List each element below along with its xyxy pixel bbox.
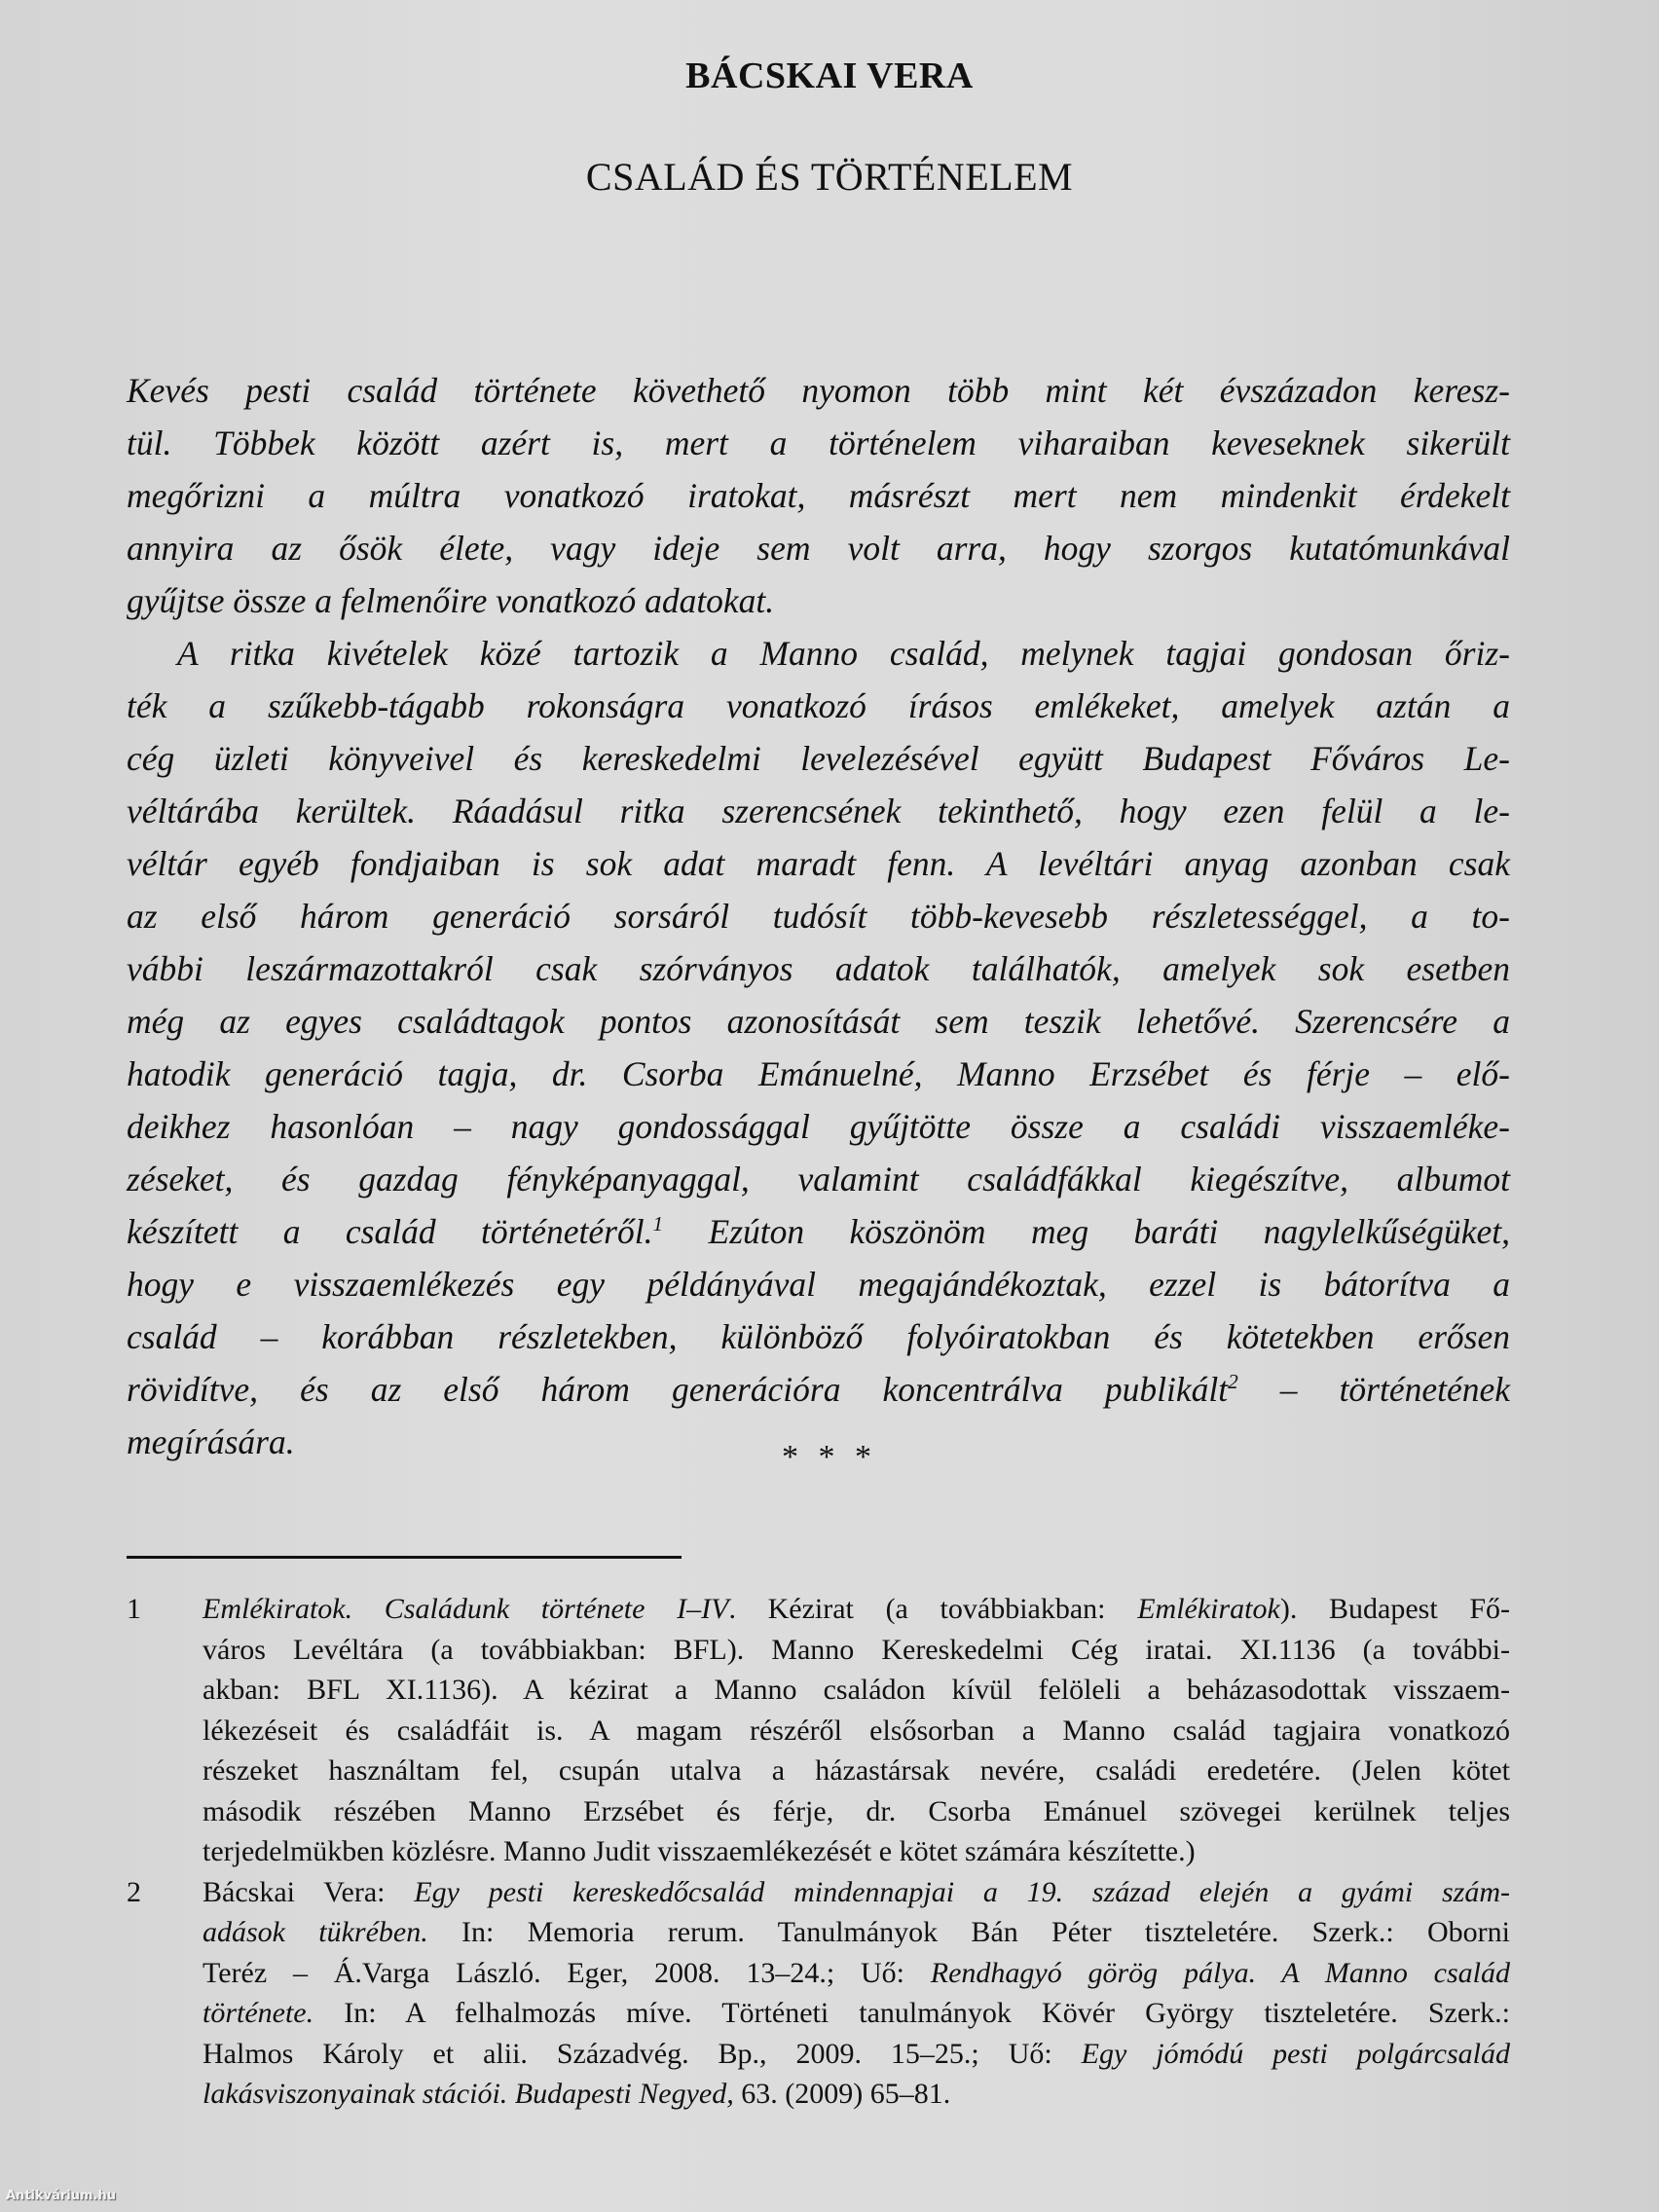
- text-segment: – történetének: [1237, 1370, 1511, 1409]
- paragraph-1: [127, 364, 1510, 627]
- text-line: részeket használtam fel, csupán utalva a házastársak nevére, családi eredetére. (Jelen kötet: [203, 1754, 1510, 1787]
- text-line: akban: BFL XI.1136). A kézirat a Manno családon kívül felöleli a beházasodottak visszaem-: [203, 1674, 1510, 1706]
- text-line: A ritka kivételek közé tartozik a Manno család, melynek tagjai gondosan őriz-: [177, 634, 1510, 673]
- footnote-2: [127, 1872, 1510, 2115]
- text-line: terjedelmükben közlésre. Manno Judit visszaemlékezését e kötet számára készítette.): [203, 1835, 1196, 1867]
- text-segment: Emlékiratok: [1137, 1593, 1280, 1625]
- text-line: hatodik generáció tagja, dr. Csorba Emánuelné, Manno Erzsébet és férje – elő-: [127, 1054, 1510, 1093]
- text-segment: Egy pesti kereskedőcsalád mindennapjai a 19. század elején a gyámi szám-: [414, 1875, 1510, 1908]
- text-line: [127, 1205, 1510, 1258]
- text-line: város Levéltára (a továbbiakban: BFL). Manno Kereskedelmi Cég iratai. XI.1136 (a további-: [203, 1633, 1510, 1666]
- text-line: lékezéseit és családfáit is. A magam részéről elsősorban a Manno család tagjaira vonatkozó: [203, 1714, 1510, 1747]
- text-line: hogy e visszaemlékezés egy példányával megajándékoztak, ezzel is bátorítva a: [127, 1265, 1510, 1304]
- text-segment: Teréz – Á.Varga László. Eger, 2008. 13–24.; Uő:: [203, 1956, 931, 1989]
- text-line: megőrizni a múltra vonatkozó iratokat, másrészt mert nem mindenkit érdekelt: [127, 476, 1510, 515]
- watermark-logo: Antikvárium.hu: [6, 2189, 116, 2203]
- footnote-number: 2: [127, 1875, 141, 1908]
- text-line: [203, 1993, 1510, 2034]
- text-line: Kevés pesti család története követhető nyomon több mint két évszázadon keresz-: [127, 371, 1510, 410]
- text-segment: adások tükrében.: [203, 1916, 428, 1948]
- text-line: még az egyes családtagok pontos azonosítását sem teszik lehetővé. Szerencsére a: [127, 1002, 1510, 1041]
- text-line: [127, 1363, 1510, 1416]
- text-line: cég üzleti könyveivel és kereskedelmi levelezésével együtt Budapest Főváros Le-: [127, 739, 1510, 778]
- text-segment: készített a család történetéről.: [127, 1212, 653, 1251]
- text-segment: Emlékiratok. Családunk története I–IV: [203, 1593, 729, 1625]
- text-segment: Bácskai Vera:: [203, 1875, 415, 1908]
- footnote-ref-1[interactable]: 1: [652, 1212, 664, 1236]
- text-line: megírására.: [127, 1422, 295, 1461]
- text-line: második részében Manno Erzsébet és férje, dr. Csorba Emánuel szövegei kerülnek teljes: [203, 1794, 1510, 1827]
- text-line: tül. Többek között azért is, mert a történelem viharaiban keveseknek sikerült: [127, 424, 1510, 462]
- text-line: véltárába kerültek. Ráadásul ritka szerencsének tekinthető, hogy ezen felül a le-: [127, 792, 1510, 830]
- footnote-1: [127, 1589, 1510, 1872]
- text-segment: lakásviszonyainak stációi. Budapesti Negyed,: [203, 2078, 734, 2110]
- text-line: véltár egyéb fondjaiban is sok adat maradt fenn. A levéltári anyag azonban csak: [127, 844, 1510, 883]
- text-line: [203, 1953, 1510, 1994]
- text-line: annyira az ősök élete, vagy ideje sem volt arra, hogy szorgos kutatómunkával: [127, 529, 1510, 568]
- footnote-ref-2[interactable]: 2: [1228, 1370, 1238, 1394]
- text-segment: . Kézirat (a továbbiakban:: [728, 1593, 1138, 1625]
- section-separator: * * *: [782, 1439, 877, 1475]
- body-text: [127, 364, 1510, 1468]
- text-line: zéseket, és gazdag fényképanyaggal, valamint családfákkal kiegészítve, albumot: [127, 1160, 1510, 1198]
- text-line: [203, 1589, 1510, 1630]
- text-segment: Halmos Károly et alii. Századvég. Bp., 2009. 15–25.; Uő:: [203, 2037, 1082, 2070]
- footnote-number: 1: [127, 1593, 141, 1625]
- text-line: család – korábban részletekben, különböző folyóiratokban és kötetekben erősen: [127, 1317, 1510, 1356]
- author-name: BÁCSKAI VERA: [685, 55, 974, 96]
- footnotes: [127, 1589, 1510, 2115]
- text-line: gyűjtse össze a felmenőire vonatkozó adatokat.: [127, 581, 775, 620]
- text-segment: Egy jómódú pesti polgárcsalád: [1081, 2037, 1510, 2070]
- text-line: az első három generáció sorsáról tudósít több-kevesebb részletességgel, a to-: [127, 897, 1510, 936]
- text-segment: története.: [203, 1997, 314, 2029]
- text-segment: rövidítve, és az első három generációra koncentrálva publikált: [127, 1370, 1229, 1409]
- text-segment: Ezúton köszönöm meg baráti nagylelkűségüket,: [663, 1212, 1511, 1251]
- chapter-title: CSALÁD ÉS TÖRTÉNELEM: [585, 155, 1074, 199]
- footnote-divider: [127, 1556, 682, 1559]
- text-segment: 63. (2009) 65–81.: [733, 2078, 951, 2110]
- text-segment: ). Budapest Fő-: [1279, 1593, 1511, 1625]
- text-line: [203, 2074, 1510, 2115]
- text-segment: Rendhagyó görög pálya. A Manno család: [930, 1956, 1511, 1989]
- text-line: ték a szűkebb-tágabb rokonságra vonatkozó írásos emlékeket, amelyek aztán a: [127, 686, 1510, 725]
- text-line: [203, 1912, 1510, 1953]
- text-line: [203, 1872, 1510, 1913]
- text-line: vábbi leszármazottakról csak szórványos adatok találhatók, amelyek sok esetben: [127, 949, 1510, 988]
- text-segment: In: A felhalmozás míve. Történeti tanulmányok Kövér György tiszteletére. Szerk.:: [313, 1997, 1510, 2029]
- text-line: [203, 2034, 1510, 2075]
- text-segment: In: Memoria rerum. Tanulmányok Bán Péter tiszteletére. Szerk.: Oborni: [427, 1916, 1510, 1948]
- paragraph-2: [127, 627, 1510, 1468]
- text-line: deikhez hasonlóan – nagy gondossággal gyűjtötte össze a családi visszaemléke-: [127, 1107, 1510, 1146]
